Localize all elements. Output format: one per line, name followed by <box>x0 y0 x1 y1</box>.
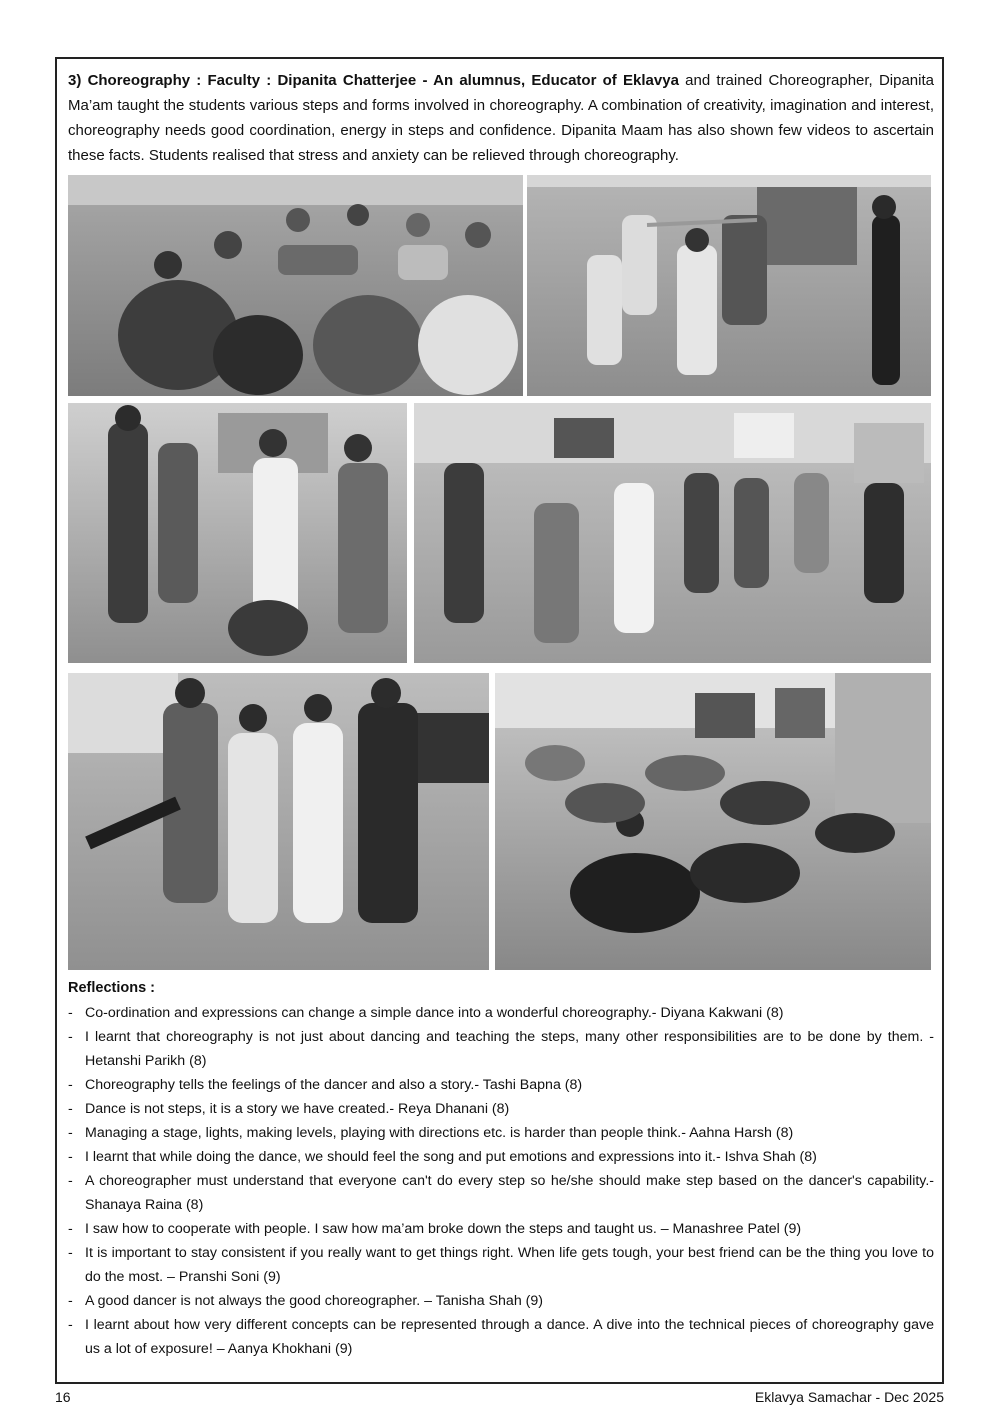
reflection-item <box>68 1001 934 1025</box>
bullet-dash: - <box>68 1125 73 1141</box>
bullet-dash: - <box>68 1245 73 1261</box>
bullet-dash: - <box>68 1317 73 1333</box>
reflection-text: Dance is not steps, it is a story we have created.- Reya Dhanani (8) <box>85 1101 510 1117</box>
bullet-dash: - <box>68 1077 73 1093</box>
photo-students-stretching <box>495 673 931 970</box>
bullet-dash: - <box>68 1005 73 1021</box>
reflection-text: I saw how to cooperate with people. I saw how ma’am broke down the steps and taught us. – Manashree Patel (9) <box>85 1221 802 1237</box>
photo-students-pose-practice <box>68 403 407 663</box>
reflection-item <box>68 1169 934 1217</box>
reflection-text: Managing a stage, lights, making levels, playing with directions etc. is harder than people think.- Aahna Harsh (8) <box>85 1125 794 1141</box>
reflection-item <box>68 1313 934 1361</box>
reflection-text: I learnt that choreography is not just about dancing and teaching the steps, many other responsibilities are to be done by them. - Hetanshi Parikh (8) <box>85 1029 934 1069</box>
bullet-dash: - <box>68 1293 73 1309</box>
reflection-text: Choreography tells the feelings of the dancer and also a story.- Tashi Bapna (8) <box>85 1077 583 1093</box>
bullet-dash: - <box>68 1149 73 1165</box>
bullet-dash: - <box>68 1101 73 1117</box>
photo-group-dance-hall <box>414 403 931 663</box>
reflection-text: I learnt about how very different concepts can be represented through a dance. A dive into the technical pieces of choreography gave us a lot of exposure! – Aanya Khokhani (9) <box>85 1317 934 1357</box>
photo-students-seated-circle <box>68 175 523 396</box>
reflection-text: Co-ordination and expressions can change a simple dance into a wonderful choreography.- Diyana Kakwani (8) <box>85 1005 784 1021</box>
reflection-item <box>68 1121 934 1145</box>
bullet-dash: - <box>68 1173 73 1189</box>
intro-paragraph <box>68 68 934 168</box>
intro-body: and trained Choreographer, Dipanita Ma’am taught the students various steps and forms involved in choreography. A combination of creativity, imagination and interest, choreography needs good coordination, energy in steps and confidence. Dipanita Maam has also shown few videos to ascertain these facts. Students realised that stress and anxiety can be relieved through choreography. <box>68 72 934 164</box>
photo-teacher-demonstration <box>527 175 931 396</box>
reflections-section <box>68 977 934 1361</box>
reflection-item <box>68 1073 934 1097</box>
intro-bold-lead: 3) Choreography : Faculty : Dipanita Chatterjee - An alumnus, Educator of Eklavya <box>68 72 679 89</box>
reflection-item <box>68 1025 934 1073</box>
reflection-text: I learnt that while doing the dance, we should feel the song and put emotions and expressions into it.- Ishva Shah (8) <box>85 1149 817 1165</box>
reflection-text: It is important to stay consistent if you really want to get things right. When life gets tough, your best friend can be the thing you love to do the most. – Pranshi Soni (9) <box>85 1245 934 1285</box>
photo-students-balancing <box>68 673 489 970</box>
bullet-dash: - <box>68 1029 73 1045</box>
reflection-item <box>68 1145 934 1169</box>
reflection-item <box>68 1289 934 1313</box>
reflections-list <box>68 1001 934 1361</box>
reflection-item <box>68 1097 934 1121</box>
reflections-title: Reflections : <box>68 980 156 996</box>
reflection-text: A choreographer must understand that everyone can't do every step so he/she should make step based on the dancer's capability.- Shanaya Raina (8) <box>85 1173 934 1213</box>
page-footer <box>55 1386 944 1408</box>
reflection-item <box>68 1217 934 1241</box>
publication-name: Eklavya Samachar - Dec 2025 <box>754 1389 944 1405</box>
page-number: 16 <box>55 1389 71 1405</box>
reflection-text: A good dancer is not always the good choreographer. – Tanisha Shah (9) <box>85 1293 543 1309</box>
bullet-dash: - <box>68 1221 73 1237</box>
reflection-item <box>68 1241 934 1289</box>
